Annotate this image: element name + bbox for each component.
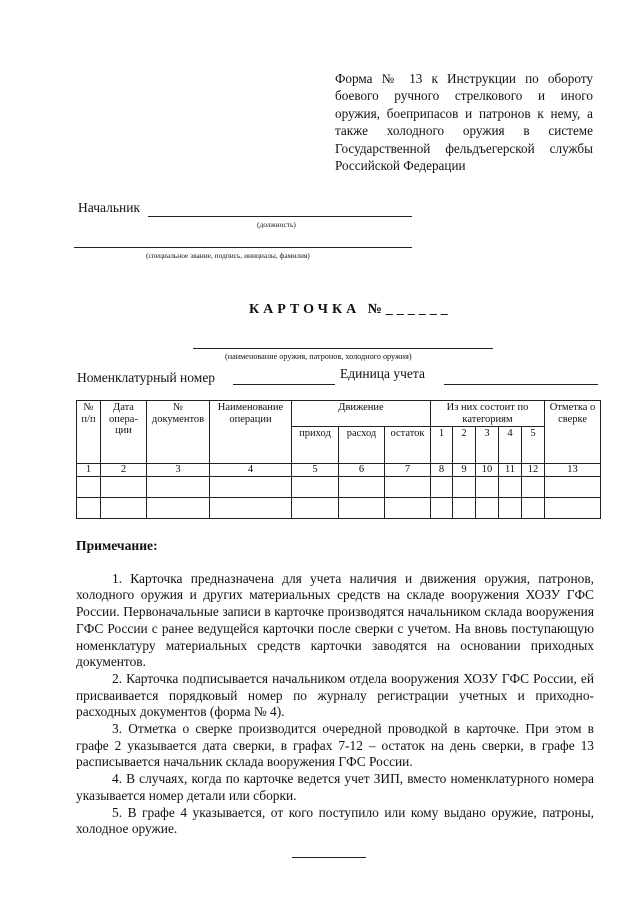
header-category-4: 4 (499, 427, 522, 464)
signature-field[interactable] (74, 247, 412, 248)
note-paragraph: 2. Карточка подписывается начальником отдела вооружения ХОЗУ ГФС России, ей присваивается порядковый номер по журналу регистрации учетных и приходно-расходных документов (форма № 4). (76, 670, 594, 720)
end-divider (292, 857, 366, 858)
notes-title: Примечание: (76, 538, 158, 553)
position-caption: (должность) (257, 220, 296, 229)
note-paragraph: 4. В случаях, когда по карточке ведется учет ЗИП, вместо номенклатурного номера указывается номер детали или сборки. (76, 771, 594, 803)
column-number: 8 (431, 464, 453, 477)
form-reference-line: также холодного оружия в системе (335, 123, 593, 139)
nomenclature-field[interactable] (233, 384, 335, 385)
column-number: 12 (522, 464, 545, 477)
card-title: КАРТОЧКА №______ (249, 302, 452, 317)
column-number: 5 (292, 464, 339, 477)
column-number: 6 (339, 464, 385, 477)
form-reference-line: Российской Федерации (335, 158, 466, 174)
header-operation: Наименование операции (210, 401, 292, 464)
nomenclature-label: Номенклатурный номер (77, 370, 216, 385)
header-income: приход (292, 427, 339, 464)
note-paragraph: 5. В графе 4 указывается, от кого поступило или кому выдано оружие, патроны, холодное оружие. (76, 804, 594, 837)
column-number: 9 (453, 464, 476, 477)
column-number: 3 (147, 464, 210, 477)
column-number: 11 (499, 464, 522, 477)
table-row[interactable] (77, 476, 601, 497)
header-category-5: 5 (522, 427, 545, 464)
weapon-name-caption: (наименование оружия, патронов, холодного оружия) (225, 352, 412, 361)
column-number: 7 (385, 464, 431, 477)
column-number: 2 (101, 464, 147, 477)
header-category-1: 1 (431, 427, 453, 464)
column-number-row (77, 464, 601, 477)
chief-label: Начальник (78, 200, 141, 215)
header-movement: Движение (292, 401, 431, 427)
form-reference-line: Государственной фельдъегерской службы (335, 140, 593, 156)
note-paragraph: 1. Карточка предназначена для учета наличия и движения оружия, патронов, холодного оружия и других материальных средств на складе вооружения ХОЗУ ГФС России. Первоначальные записи в карточке производятся начальником склада вооружения ГФС России с ранее ведущейся карточки после сверки с учетом. На вновь поступающую номенклатуру материальных средств карточки заводятся на основании приходных документов. (76, 570, 594, 670)
column-number: 13 (545, 464, 601, 477)
form-reference-line: Форма № 13 к Инструкции по обороту (335, 71, 593, 86)
header-date: Дата опера-ции (101, 401, 147, 464)
header-expense: расход (339, 427, 385, 464)
notes-section (76, 538, 594, 838)
form-reference (335, 70, 593, 174)
position-field[interactable] (148, 216, 412, 217)
signature-caption: (специальное звание, подпись, инициалы, фамилия) (146, 251, 310, 260)
unit-field[interactable] (444, 384, 598, 385)
weapon-name-field[interactable] (193, 348, 493, 349)
header-category-3: 3 (476, 427, 499, 464)
unit-label: Единица учета (340, 366, 425, 381)
note-paragraph: 3. Отметка о сверке производится очередной проводкой в карточке. При этом в графе 2 указывается дата сверки, в графах 7-12 – остаток на день сверки, в графе 13 расписывается начальник склада вооружения ГФС России. (76, 721, 594, 770)
header-categories: Из них состоит по категориям (431, 401, 545, 427)
header-docs: № документов (147, 401, 210, 464)
column-number: 1 (77, 464, 101, 477)
accounting-table (76, 400, 601, 519)
form-reference-line: оружия, боеприпасов и патронов к нему, а (335, 105, 593, 121)
header-num: № п/п (77, 401, 101, 464)
form-reference-line: боевого ручного стрелкового и иного (335, 88, 593, 104)
column-number: 10 (476, 464, 499, 477)
table-row[interactable] (77, 497, 601, 518)
header-reconcile: Отметка о сверке (545, 401, 601, 464)
header-category-2: 2 (453, 427, 476, 464)
header-balance: остаток (385, 427, 431, 464)
column-number: 4 (210, 464, 292, 477)
